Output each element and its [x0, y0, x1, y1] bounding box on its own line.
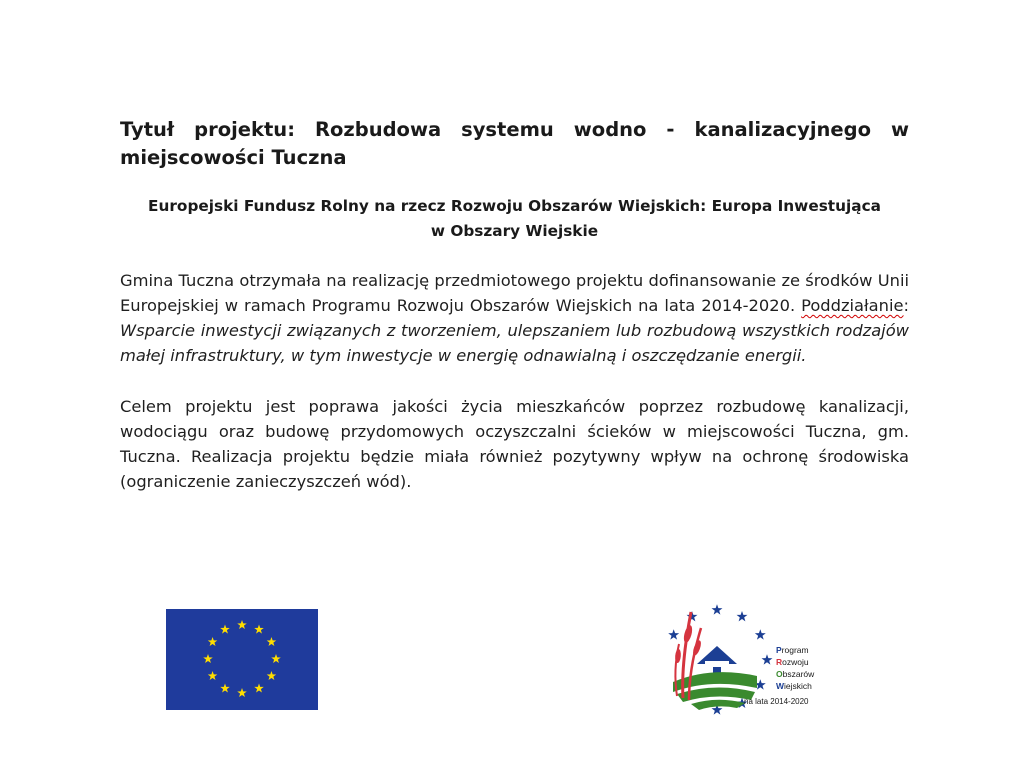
prow-text-obszarow: Obszarów: [776, 669, 815, 679]
prow-star-icon: [737, 611, 748, 621]
funding-paragraph: [120, 268, 909, 368]
sub-measure-text: Wsparcie inwestycji związanych z tworzeniem, ulepszaniem lub rozbudową wszystkich rodzajów małej infrastruktury, w tym inwestycje w energię odnawialną i oszczędzanie energii.: [120, 321, 909, 365]
prow-logo: [645, 604, 830, 716]
project-title: Tytuł projektu: Rozbudowa systemu wodno - kanalizacyjnego w miejscowości Tuczna: [120, 118, 909, 169]
eu-flag-logo: [166, 609, 318, 710]
funding-intro-text: Gmina Tuczna otrzymała na realizację przedmiotowego projektu dofinansowanie ze środków Unii Europejskiej w ramach Programu Rozwoju Obszarów Wiejskich na lata 2014-2020.: [120, 271, 909, 315]
prow-text-period: na lata 2014-2020: [744, 697, 809, 706]
fund-subtitle: [120, 194, 909, 244]
prow-text-program: Program: [776, 645, 809, 655]
prow-star-icon: [668, 629, 679, 639]
wheat-ear-1-icon: [682, 624, 693, 643]
prow-text-rozwoju: Rozwoju: [776, 657, 809, 667]
document-body: [120, 116, 909, 494]
fund-subtitle-line1: Europejski Fundusz Rolny na rzecz Rozwoju Obszarów Wiejskich: Europa Inwestująca: [148, 197, 881, 215]
sub-measure-label: Poddziałanie: [801, 296, 904, 315]
prow-star-icon: [762, 654, 773, 664]
prow-star-icon: [712, 604, 723, 614]
prow-star-icon: [755, 629, 766, 639]
sub-measure-colon: :: [903, 296, 909, 315]
fund-subtitle-line2: w Obszary Wiejskie: [430, 222, 599, 240]
prow-text-wiejskich: Wiejskich: [776, 681, 812, 691]
project-goal-paragraph: Celem projektu jest poprawa jakości życia mieszkańców poprzez rozbudowę kanalizacji, wodociągu oraz budowę przydomowych oczyszczalni ścieków w miejscowości Tuczna, gm. Tuczna. Realizacja projektu będzie miała również pozytywny wpływ na ochronę środowiska (ograniczenie zanieczyszczeń wód).: [120, 397, 909, 491]
prow-logo-wordmark: [744, 645, 815, 706]
